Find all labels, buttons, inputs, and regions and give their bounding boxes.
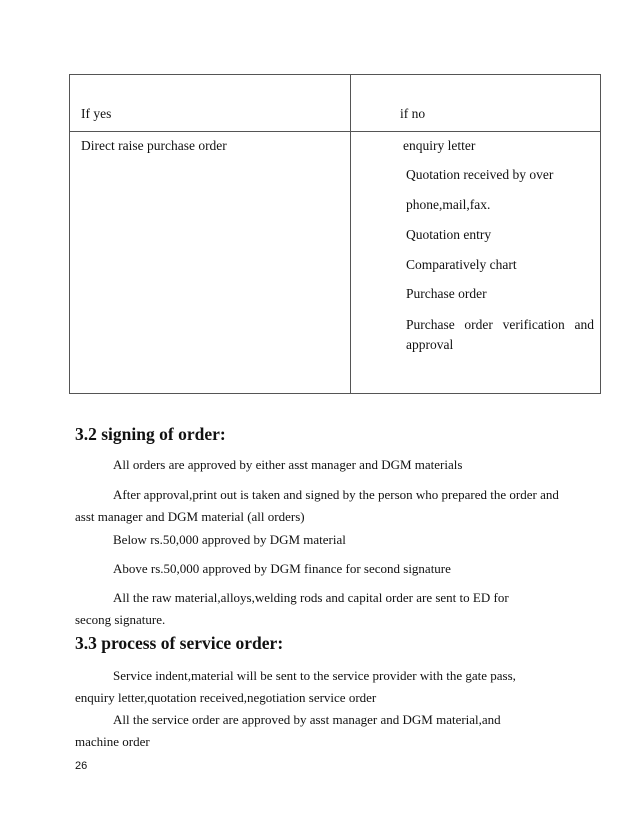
- paragraph: After approval,print out is taken and signed by the person who prepared the order and asst manager and DGM material (all orders): [75, 487, 559, 524]
- paragraph: All the raw material,alloys,welding rods and capital order are sent to ED for secong signature.: [75, 590, 509, 627]
- no-step: Purchase order verification and approval: [406, 317, 594, 352]
- paragraph: All the service order are approved by asst manager and DGM material,and machine order: [75, 712, 501, 749]
- paragraph: All orders are approved by either asst manager and DGM materials: [113, 457, 463, 472]
- yes-cell-text: Direct raise purchase order: [81, 138, 227, 153]
- table-row-divider: [70, 131, 600, 132]
- order-decision-table: [69, 74, 601, 394]
- no-step: Comparatively chart: [406, 257, 517, 272]
- table-column-divider: [350, 75, 351, 393]
- header-if-no: if no: [400, 106, 426, 121]
- no-step: phone,mail,fax.: [406, 197, 491, 212]
- section-heading-signing: 3.2 signing of order:: [75, 424, 226, 444]
- header-if-yes: If yes: [81, 106, 112, 121]
- section-heading-service: 3.3 process of service order:: [75, 633, 284, 653]
- no-step: Quotation entry: [406, 227, 492, 242]
- no-step: Quotation received by over: [406, 167, 554, 182]
- paragraph: Above rs.50,000 approved by DGM finance for second signature: [113, 561, 451, 576]
- paragraph: Service indent,material will be sent to the service provider with the gate pass, enquiry letter,quotation received,negotiation service order: [75, 668, 516, 705]
- no-step: Purchase order: [406, 286, 487, 301]
- page-number: 26: [75, 760, 88, 772]
- paragraph: Below rs.50,000 approved by DGM material: [113, 532, 346, 547]
- no-step: enquiry letter: [403, 138, 476, 153]
